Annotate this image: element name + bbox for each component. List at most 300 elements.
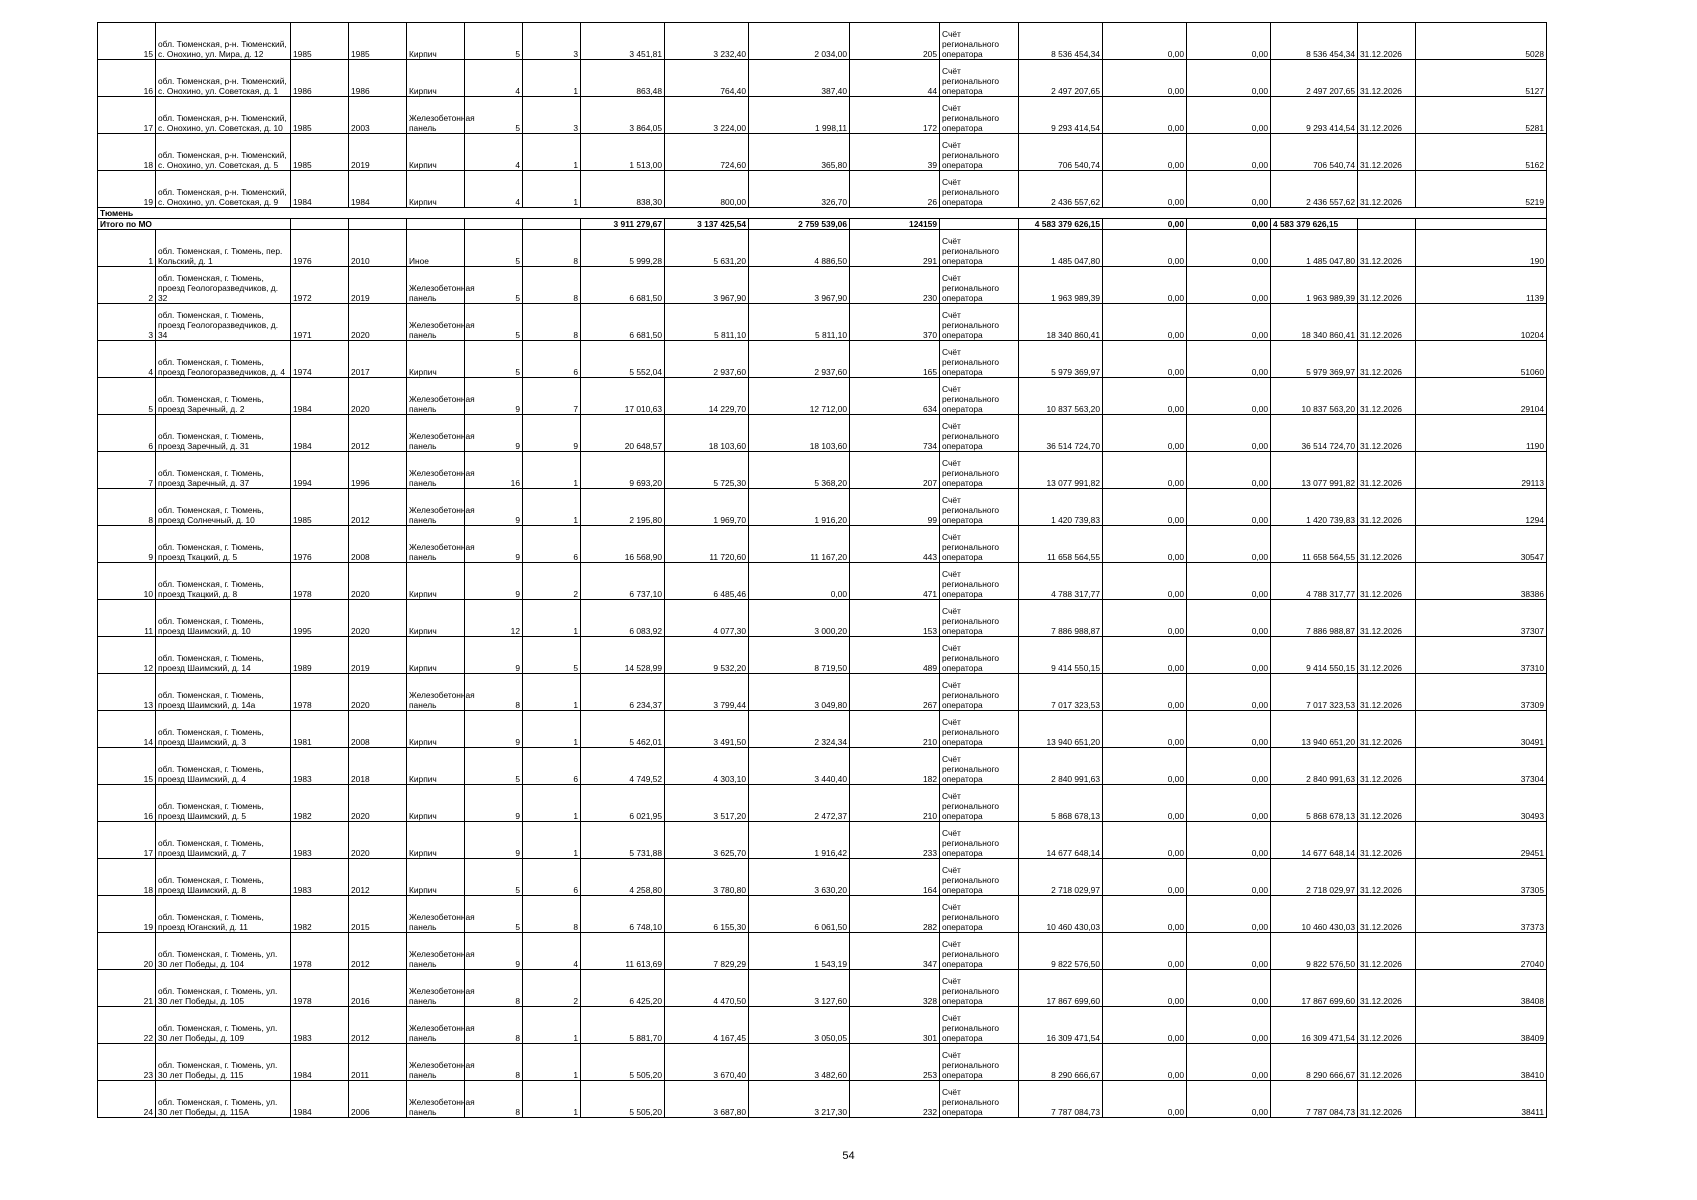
total-area: 6 083,92	[581, 600, 665, 637]
total-area: 838,30	[581, 171, 665, 208]
private-area: 3 000,20	[749, 600, 850, 637]
house-id: 37305	[1416, 859, 1547, 896]
address: обл. Тюменская, г. Тюмень, ул. 30 лет Победы, д. 105	[156, 970, 291, 1007]
table-row	[98, 637, 1547, 674]
fund-method: Счёт регионального оператора	[940, 134, 1019, 171]
living-area: 2 937,60	[665, 341, 749, 378]
cost-owners: 36 514 724,70	[1271, 415, 1358, 452]
cost-local: 0,00	[1187, 859, 1271, 896]
entrances: 1	[523, 134, 581, 171]
entrances: 6	[523, 526, 581, 563]
cost-local: 0,00	[1187, 600, 1271, 637]
deadline-date: 31.12.2026	[1358, 97, 1416, 134]
cost-local: 0,00	[1187, 489, 1271, 526]
cost-owners: 14 677 648,14	[1271, 822, 1358, 859]
private-area: 2 937,60	[749, 341, 850, 378]
residents: 328	[850, 970, 940, 1007]
total-area: 9 693,20	[581, 452, 665, 489]
fund-method: Счёт регионального оператора	[940, 415, 1019, 452]
house-id: 5281	[1416, 97, 1547, 134]
wall-material: Железобетонная панель	[407, 674, 465, 711]
entrances: 2	[523, 563, 581, 600]
address: обл. Тюменская, р-н. Тюменский, с. Онохино, ул. Мира, д. 12	[156, 23, 291, 60]
cost-owners: 18 340 860,41	[1271, 304, 1358, 341]
year-built: 1985	[291, 97, 349, 134]
cost-owners: 2 718 029,97	[1271, 859, 1358, 896]
cost-owners: 9 414 550,15	[1271, 637, 1358, 674]
entrances: 1	[523, 489, 581, 526]
fund-method: Счёт регионального оператора	[940, 1081, 1019, 1118]
wall-material: Железобетонная панель	[407, 970, 465, 1007]
house-id: 38410	[1416, 1044, 1547, 1081]
address: обл. Тюменская, р-н. Тюменский, с. Онохино, ул. Советская, д. 5	[156, 134, 291, 171]
deadline-date: 31.12.2026	[1358, 637, 1416, 674]
year-commissioned: 2012	[349, 859, 407, 896]
total-area: 16 568,90	[581, 526, 665, 563]
deadline-date: 31.12.2026	[1358, 230, 1416, 267]
table-row	[98, 134, 1547, 171]
entrances: 1	[523, 1007, 581, 1044]
cost-budget: 0,00	[1103, 97, 1187, 134]
year-built: 1978	[291, 970, 349, 1007]
entrances: 2	[523, 970, 581, 1007]
row-number: 22	[98, 1007, 156, 1044]
cost-budget: 0,00	[1103, 415, 1187, 452]
house-id: 10204	[1416, 304, 1547, 341]
living-area: 3 625,70	[665, 822, 749, 859]
deadline-date: 31.12.2026	[1358, 304, 1416, 341]
floors: 5	[465, 267, 523, 304]
living-area: 3 799,44	[665, 674, 749, 711]
year-built: 1971	[291, 304, 349, 341]
cost-owners: 1 963 989,39	[1271, 267, 1358, 304]
fund-method: Счёт регионального оператора	[940, 1044, 1019, 1081]
entrances: 8	[523, 267, 581, 304]
year-commissioned: 2020	[349, 822, 407, 859]
house-id: 51060	[1416, 341, 1547, 378]
entrances: 3	[523, 97, 581, 134]
wall-material: Кирпич	[407, 134, 465, 171]
table-row	[98, 526, 1547, 563]
cost-budget: 0,00	[1103, 60, 1187, 97]
total-area: 2 195,80	[581, 489, 665, 526]
table-row	[98, 822, 1547, 859]
wall-material: Железобетонная панель	[407, 304, 465, 341]
entrances: 1	[523, 1081, 581, 1118]
row-number: 21	[98, 970, 156, 1007]
entrances: 1	[523, 674, 581, 711]
house-id: 38386	[1416, 563, 1547, 600]
wall-material: Кирпич	[407, 859, 465, 896]
cost-owners: 2 497 207,65	[1271, 60, 1358, 97]
wall-material: Кирпич	[407, 23, 465, 60]
deadline-date: 31.12.2026	[1358, 822, 1416, 859]
wall-material: Железобетонная панель	[407, 489, 465, 526]
year-commissioned: 2018	[349, 748, 407, 785]
cost-local: 0,00	[1187, 219, 1271, 230]
entrances: 8	[523, 304, 581, 341]
year-built: 1984	[291, 378, 349, 415]
year-built: 1982	[291, 785, 349, 822]
address: обл. Тюменская, г. Тюмень, проезд Шаимский, д. 4	[156, 748, 291, 785]
row-number: 15	[98, 23, 156, 60]
fund-method: Счёт регионального оператора	[940, 489, 1019, 526]
cost-owners: 4 583 379 626,15	[1271, 219, 1358, 230]
deadline-date: 31.12.2026	[1358, 674, 1416, 711]
fund-method: Счёт регионального оператора	[940, 304, 1019, 341]
deadline-date: 31.12.2026	[1358, 1007, 1416, 1044]
cost-total: 2 497 207,65	[1019, 60, 1103, 97]
house-id: 29113	[1416, 452, 1547, 489]
cost-local: 0,00	[1187, 230, 1271, 267]
private-area: 3 050,05	[749, 1007, 850, 1044]
house-id: 30493	[1416, 785, 1547, 822]
cost-budget: 0,00	[1103, 563, 1187, 600]
fund-method: Счёт регионального оператора	[940, 563, 1019, 600]
fund-method: Счёт регионального оператора	[940, 230, 1019, 267]
private-area: 2 324,34	[749, 711, 850, 748]
residents: 172	[850, 97, 940, 134]
year-commissioned: 2019	[349, 267, 407, 304]
wall-material: Кирпич	[407, 600, 465, 637]
year-built: 1984	[291, 415, 349, 452]
private-area: 3 049,80	[749, 674, 850, 711]
row-number: 17	[98, 822, 156, 859]
private-area: 1 916,20	[749, 489, 850, 526]
cost-owners: 706 540,74	[1271, 134, 1358, 171]
fund-method: Счёт регионального оператора	[940, 637, 1019, 674]
residents: 210	[850, 711, 940, 748]
year-commissioned: 2016	[349, 970, 407, 1007]
floors: 9	[465, 415, 523, 452]
residents: 207	[850, 452, 940, 489]
cost-local: 0,00	[1187, 415, 1271, 452]
address: обл. Тюменская, р-н. Тюменский, с. Онохино, ул. Советская, д. 1	[156, 60, 291, 97]
total-area: 3 864,05	[581, 97, 665, 134]
private-area: 326,70	[749, 171, 850, 208]
floors: 8	[465, 1044, 523, 1081]
floors: 5	[465, 896, 523, 933]
living-area: 764,40	[665, 60, 749, 97]
cost-local: 0,00	[1187, 341, 1271, 378]
private-area: 8 719,50	[749, 637, 850, 674]
total-area: 3 911 279,67	[581, 219, 665, 230]
empty-cell	[407, 219, 465, 230]
address: обл. Тюменская, г. Тюмень, проезд Геологоразведчиков, д. 34	[156, 304, 291, 341]
year-commissioned: 2008	[349, 526, 407, 563]
total-area: 6 021,95	[581, 785, 665, 822]
address: обл. Тюменская, г. Тюмень, проезд Шаимский, д. 3	[156, 711, 291, 748]
cost-budget: 0,00	[1103, 219, 1187, 230]
total-area: 4 749,52	[581, 748, 665, 785]
house-id: 1190	[1416, 415, 1547, 452]
cost-owners: 9 822 576,50	[1271, 933, 1358, 970]
fund-method: Счёт регионального оператора	[940, 970, 1019, 1007]
table-row	[98, 1081, 1547, 1118]
year-commissioned: 2017	[349, 341, 407, 378]
deadline-date: 31.12.2026	[1358, 970, 1416, 1007]
residents: 233	[850, 822, 940, 859]
cost-owners: 13 940 651,20	[1271, 711, 1358, 748]
house-id: 29104	[1416, 378, 1547, 415]
cost-total: 10 460 430,03	[1019, 896, 1103, 933]
private-area: 3 440,40	[749, 748, 850, 785]
floors: 9	[465, 822, 523, 859]
residents: 230	[850, 267, 940, 304]
year-commissioned: 2020	[349, 563, 407, 600]
residents: 44	[850, 60, 940, 97]
deadline-date: 31.12.2026	[1358, 896, 1416, 933]
entrances: 6	[523, 748, 581, 785]
cost-local: 0,00	[1187, 1081, 1271, 1118]
table-row	[98, 859, 1547, 896]
address: обл. Тюменская, г. Тюмень, проезд Шаимский, д. 10	[156, 600, 291, 637]
row-number: 20	[98, 933, 156, 970]
private-area: 6 061,50	[749, 896, 850, 933]
cost-local: 0,00	[1187, 267, 1271, 304]
row-number: 6	[98, 415, 156, 452]
total-area: 6 681,50	[581, 267, 665, 304]
year-built: 1985	[291, 134, 349, 171]
address: обл. Тюменская, г. Тюмень, пер. Кольский, д. 1	[156, 230, 291, 267]
cost-local: 0,00	[1187, 97, 1271, 134]
deadline-date: 31.12.2026	[1358, 526, 1416, 563]
residents: 370	[850, 304, 940, 341]
cost-budget: 0,00	[1103, 748, 1187, 785]
cost-total: 9 822 576,50	[1019, 933, 1103, 970]
cost-budget: 0,00	[1103, 230, 1187, 267]
house-id: 37304	[1416, 748, 1547, 785]
year-commissioned: 1996	[349, 452, 407, 489]
living-area: 18 103,60	[665, 415, 749, 452]
address: обл. Тюменская, г. Тюмень, ул. 30 лет Победы, д. 109	[156, 1007, 291, 1044]
private-area: 365,80	[749, 134, 850, 171]
deadline-date: 31.12.2026	[1358, 711, 1416, 748]
row-number: 19	[98, 171, 156, 208]
year-commissioned: 2012	[349, 489, 407, 526]
fund-method: Счёт регионального оператора	[940, 526, 1019, 563]
floors: 9	[465, 711, 523, 748]
total-area: 5 462,01	[581, 711, 665, 748]
house-id: 5219	[1416, 171, 1547, 208]
row-number: 15	[98, 748, 156, 785]
fund-method: Счёт регионального оператора	[940, 711, 1019, 748]
residents: 471	[850, 563, 940, 600]
cost-total: 11 658 564,55	[1019, 526, 1103, 563]
floors: 16	[465, 452, 523, 489]
wall-material: Кирпич	[407, 341, 465, 378]
cost-local: 0,00	[1187, 674, 1271, 711]
house-id: 37309	[1416, 674, 1547, 711]
floors: 8	[465, 1007, 523, 1044]
fund-method: Счёт регионального оператора	[940, 23, 1019, 60]
table-row	[98, 896, 1547, 933]
residents: 182	[850, 748, 940, 785]
private-area: 1 998,11	[749, 97, 850, 134]
cost-owners: 7 017 323,53	[1271, 674, 1358, 711]
total-area: 3 451,81	[581, 23, 665, 60]
cost-budget: 0,00	[1103, 674, 1187, 711]
house-id: 190	[1416, 230, 1547, 267]
table-row	[98, 785, 1547, 822]
row-number: 23	[98, 1044, 156, 1081]
year-commissioned: 2003	[349, 97, 407, 134]
cost-local: 0,00	[1187, 933, 1271, 970]
living-area: 3 687,80	[665, 1081, 749, 1118]
fund-method: Счёт регионального оператора	[940, 674, 1019, 711]
cost-local: 0,00	[1187, 378, 1271, 415]
residents: 253	[850, 1044, 940, 1081]
year-built: 1994	[291, 452, 349, 489]
floors: 8	[465, 674, 523, 711]
cost-owners: 2 840 991,63	[1271, 748, 1358, 785]
cost-total: 2 436 557,62	[1019, 171, 1103, 208]
table-row	[98, 23, 1547, 60]
cost-local: 0,00	[1187, 748, 1271, 785]
private-area: 4 886,50	[749, 230, 850, 267]
row-number: 14	[98, 711, 156, 748]
residents: 153	[850, 600, 940, 637]
fund-method: Счёт регионального оператора	[940, 97, 1019, 134]
house-id: 1294	[1416, 489, 1547, 526]
deadline-date: 31.12.2026	[1358, 134, 1416, 171]
year-built: 1982	[291, 896, 349, 933]
private-area: 5 368,20	[749, 452, 850, 489]
deadline-date: 31.12.2026	[1358, 267, 1416, 304]
cost-local: 0,00	[1187, 785, 1271, 822]
year-built: 1972	[291, 267, 349, 304]
deadline-date: 31.12.2026	[1358, 378, 1416, 415]
year-commissioned: 1984	[349, 171, 407, 208]
empty-cell	[940, 219, 1019, 230]
house-id: 5127	[1416, 60, 1547, 97]
year-built: 1985	[291, 489, 349, 526]
cost-total: 8 290 666,67	[1019, 1044, 1103, 1081]
year-commissioned: 2020	[349, 304, 407, 341]
row-number: 5	[98, 378, 156, 415]
year-commissioned: 2012	[349, 1007, 407, 1044]
cost-local: 0,00	[1187, 526, 1271, 563]
entrances: 1	[523, 1044, 581, 1081]
cost-total: 5 868 678,13	[1019, 785, 1103, 822]
total-area: 17 010,63	[581, 378, 665, 415]
entrances: 1	[523, 171, 581, 208]
year-commissioned: 2020	[349, 674, 407, 711]
deadline-date: 31.12.2026	[1358, 341, 1416, 378]
private-area: 387,40	[749, 60, 850, 97]
living-area: 3 670,40	[665, 1044, 749, 1081]
floors: 8	[465, 970, 523, 1007]
floors: 5	[465, 97, 523, 134]
private-area: 3 630,20	[749, 859, 850, 896]
wall-material: Железобетонная панель	[407, 933, 465, 970]
residents: 165	[850, 341, 940, 378]
cost-total: 8 536 454,34	[1019, 23, 1103, 60]
living-area: 4 077,30	[665, 600, 749, 637]
house-id: 5162	[1416, 134, 1547, 171]
cost-total: 1 485 047,80	[1019, 230, 1103, 267]
year-commissioned: 2019	[349, 134, 407, 171]
residents: 282	[850, 896, 940, 933]
year-built: 1974	[291, 341, 349, 378]
cost-local: 0,00	[1187, 970, 1271, 1007]
cost-budget: 0,00	[1103, 1044, 1187, 1081]
total-area: 5 999,28	[581, 230, 665, 267]
residents: 734	[850, 415, 940, 452]
total-area: 11 613,69	[581, 933, 665, 970]
residents: 210	[850, 785, 940, 822]
year-commissioned: 2020	[349, 378, 407, 415]
table-row	[98, 267, 1547, 304]
cost-local: 0,00	[1187, 1044, 1271, 1081]
row-number: 17	[98, 97, 156, 134]
row-number: 24	[98, 1081, 156, 1118]
residents: 634	[850, 378, 940, 415]
table-row	[98, 378, 1547, 415]
total-area: 1 513,00	[581, 134, 665, 171]
floors: 5	[465, 341, 523, 378]
entrances: 1	[523, 785, 581, 822]
floors: 9	[465, 378, 523, 415]
year-built: 1978	[291, 933, 349, 970]
cost-budget: 0,00	[1103, 859, 1187, 896]
cost-local: 0,00	[1187, 563, 1271, 600]
deadline-date: 31.12.2026	[1358, 785, 1416, 822]
cost-total: 18 340 860,41	[1019, 304, 1103, 341]
address: обл. Тюменская, р-н. Тюменский, с. Онохино, ул. Советская, д. 9	[156, 171, 291, 208]
year-commissioned: 2010	[349, 230, 407, 267]
cost-total: 706 540,74	[1019, 134, 1103, 171]
cost-owners: 7 886 988,87	[1271, 600, 1358, 637]
year-built: 1989	[291, 637, 349, 674]
cost-budget: 0,00	[1103, 489, 1187, 526]
cost-budget: 0,00	[1103, 970, 1187, 1007]
row-number: 13	[98, 674, 156, 711]
total-area: 5 881,70	[581, 1007, 665, 1044]
year-built: 1978	[291, 563, 349, 600]
cost-owners: 1 420 739,83	[1271, 489, 1358, 526]
cost-local: 0,00	[1187, 1007, 1271, 1044]
cost-owners: 5 979 369,97	[1271, 341, 1358, 378]
row-number: 10	[98, 563, 156, 600]
living-area: 6 485,46	[665, 563, 749, 600]
living-area: 11 720,60	[665, 526, 749, 563]
living-area: 3 137 425,54	[665, 219, 749, 230]
house-id: 30491	[1416, 711, 1547, 748]
year-commissioned: 2008	[349, 711, 407, 748]
year-built: 1981	[291, 711, 349, 748]
deadline-date: 31.12.2026	[1358, 563, 1416, 600]
deadline-date: 31.12.2026	[1358, 748, 1416, 785]
wall-material: Железобетонная панель	[407, 1044, 465, 1081]
cost-budget: 0,00	[1103, 341, 1187, 378]
empty-cell	[523, 219, 581, 230]
living-area: 9 532,20	[665, 637, 749, 674]
private-area: 1 916,42	[749, 822, 850, 859]
cost-local: 0,00	[1187, 134, 1271, 171]
entrances: 1	[523, 711, 581, 748]
cost-total: 13 940 651,20	[1019, 711, 1103, 748]
cost-local: 0,00	[1187, 822, 1271, 859]
cost-budget: 0,00	[1103, 785, 1187, 822]
living-area: 724,60	[665, 134, 749, 171]
residents: 124159	[850, 219, 940, 230]
wall-material: Железобетонная панель	[407, 378, 465, 415]
living-area: 3 491,50	[665, 711, 749, 748]
address: обл. Тюменская, г. Тюмень, проезд Шаимский, д. 14	[156, 637, 291, 674]
cost-total: 17 867 699,60	[1019, 970, 1103, 1007]
wall-material: Железобетонная панель	[407, 415, 465, 452]
